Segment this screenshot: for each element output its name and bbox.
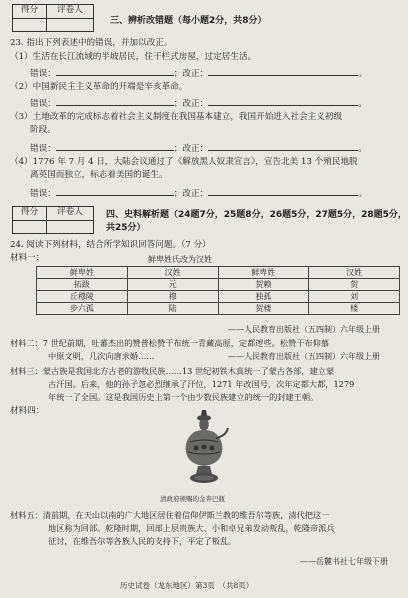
- q23-item1: （1）生活在长江流域的半坡居民，住干栏式房屋，过定居生活。: [10, 52, 257, 62]
- period: 。: [358, 144, 367, 154]
- error-blank[interactable]: [56, 186, 174, 196]
- table-header-cell: 鲜卑姓: [218, 267, 309, 279]
- material5-source: ——岳麓书社七年级下册: [300, 557, 388, 566]
- q23-item4: （4）1776 年 7 月 4 日，大陆会议通过了《解放黑人奴隶宣言》，宣告北美 13 个殖民地脱: [10, 157, 358, 167]
- score-cell: [13, 220, 47, 233]
- grader-cell: [47, 220, 93, 233]
- fix-label: ；改正：: [173, 99, 209, 109]
- table-row: [37, 303, 400, 315]
- material5-line2: 地区称为回部。乾隆时期，回部上层贵族大、小和卓兄弟发动叛乱，乾隆帝派兵: [48, 523, 335, 533]
- table-row: [37, 291, 400, 303]
- fix-blank[interactable]: [208, 96, 358, 106]
- table-cell: 楼: [309, 303, 400, 315]
- score-box-2: [12, 206, 94, 221]
- golden-vase-image: [176, 408, 232, 488]
- error-blank[interactable]: [56, 96, 174, 106]
- table-header-cell: 汉姓: [309, 267, 400, 279]
- material5-line1: 材料五：清前期，在天山以南的广大地区居住着信仰伊斯兰教的维吾尔等族，清代把这一: [10, 510, 330, 520]
- table-cell: 丘穆陵: [37, 291, 128, 303]
- table-cell: 穆: [127, 291, 218, 303]
- table-cell: 独孤: [218, 291, 309, 303]
- table-header-cell: 汉姓: [127, 267, 218, 279]
- vase-caption: 清政府颁赐的金奔巴瓶: [160, 495, 225, 503]
- material3-line1: 材料三：蒙古族是我国北方古老的游牧民族……13 世纪初铁木真统一了蒙古各部，建立蒙: [10, 366, 335, 376]
- table-cell: 贺赖: [218, 279, 309, 291]
- period: 。: [358, 189, 367, 199]
- grader-header-label: 评卷人: [57, 5, 83, 15]
- table-row: [37, 279, 400, 291]
- error-label: 错误：: [30, 99, 56, 109]
- material1-label: 材料一：: [10, 253, 45, 263]
- score-header-label: 得分: [13, 207, 47, 220]
- q23-prompt: 23. 指出下列表述中的错误，并加以改正。: [10, 38, 173, 48]
- fix-blank[interactable]: [208, 186, 358, 196]
- fix-blank[interactable]: [208, 141, 358, 151]
- material1-source: ——人民教育出版社（五四制）六年级上册: [228, 325, 380, 334]
- fix-label: ；改正：: [173, 69, 209, 79]
- material2-line1: 材料二：7 世纪前期，吐蕃杰出的赞普松赞干布统一青藏高原，定都逻些。松赞干布仰慕: [10, 338, 329, 348]
- material3-line3: 年统一了全国。这是我国历史上第一个由少数民族建立的统一的封建王朝。: [48, 392, 319, 402]
- q23-item4-cont: 离英国而独立，标志着美国的诞生。: [30, 170, 168, 180]
- score-header-label: 得分: [13, 5, 47, 18]
- section3-title: 三、辨析改错题（每小题2分，共8分）: [110, 16, 267, 26]
- material2-line2: 中原文明，几次向唐求婚……: [48, 351, 155, 361]
- q23-item4-answer: [30, 186, 367, 200]
- q23-item2: （2）中国新民主主义革命的开端是辛亥革命。: [10, 82, 188, 92]
- fix-label: ；改正：: [173, 189, 209, 199]
- page-footer: 历史试卷（龙东地区）第3页 （共8页）: [120, 581, 254, 590]
- section4-title-cont: 共25分）: [106, 223, 146, 233]
- table-cell: 元: [127, 279, 218, 291]
- q23-item3: （3）土地改革的完成标志着社会主义制度在我国基本建立，我国开始进入社会主义初级: [10, 112, 343, 122]
- fix-label: ；改正：: [173, 144, 209, 154]
- q24-prompt: 24. 阅读下列材料，结合所学知识回答问题。（7 分）: [10, 240, 211, 250]
- table-header-cell: 鲜卑姓: [37, 267, 128, 279]
- section4-title: 四、史料解析题（24题7分，25题8分，26题5分，27题5分，28题5分，: [106, 210, 407, 220]
- table-cell: 贺楼: [218, 303, 309, 315]
- error-label: 错误：: [30, 69, 56, 79]
- material2-source: ——人民教育出版社（五四制）六年级上册: [228, 352, 380, 361]
- error-label: 错误：: [30, 189, 56, 199]
- error-blank[interactable]: [56, 66, 174, 76]
- fix-blank[interactable]: [208, 66, 358, 76]
- table-cell: 步六孤: [37, 303, 128, 315]
- table-header-row: [37, 267, 400, 279]
- material3-line2: 古汗国。后来，他的孙子忽必烈继承了汗位，1271 年改国号，次年定都大都，1279: [48, 379, 355, 389]
- grader-header-label: 评卷人: [57, 207, 83, 217]
- table-cell: 拓跋: [37, 279, 128, 291]
- score-box-1: [12, 4, 94, 19]
- grader-cell: [47, 18, 93, 31]
- period: 。: [358, 69, 367, 79]
- material5-line3: 征讨，在维吾尔等各族人民的支持下，平定了叛乱。: [48, 536, 237, 546]
- table-cell: 刘: [309, 291, 400, 303]
- period: 。: [358, 99, 367, 109]
- error-label: 错误：: [30, 144, 56, 154]
- surname-table: [36, 266, 400, 315]
- material4-label: 材料四：: [10, 406, 45, 416]
- score-box-1-blank-row: [12, 18, 94, 32]
- q23-item1-answer: [30, 66, 367, 80]
- score-cell: [13, 18, 47, 31]
- error-blank[interactable]: [56, 141, 174, 151]
- table-cell: 贺: [309, 279, 400, 291]
- surname-table-title: 鲜卑姓氏改为汉姓: [148, 255, 212, 264]
- q23-item3-cont: 阶段。: [30, 125, 56, 135]
- score-box-2-blank-row: [12, 220, 94, 234]
- q23-item2-answer: [30, 96, 367, 110]
- q23-item3-answer: [30, 141, 367, 155]
- table-cell: 陆: [127, 303, 218, 315]
